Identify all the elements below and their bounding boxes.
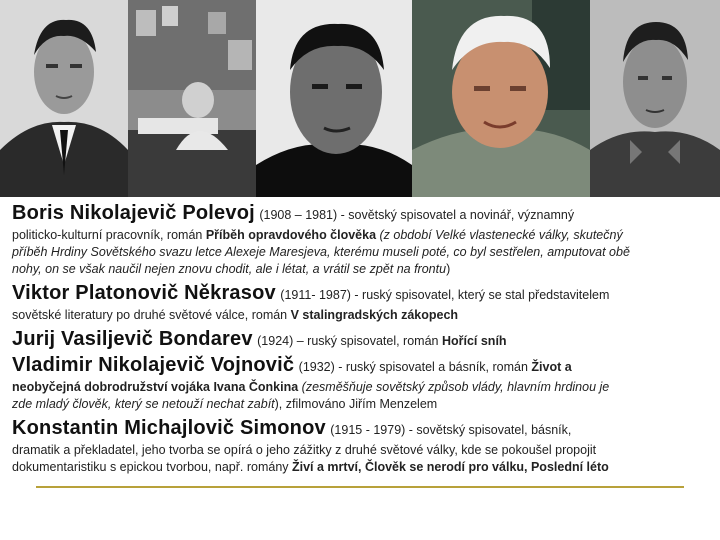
writer-name: Vladimir Nikolajevič Vojnovič [12,354,295,376]
portrait-photo-5 [590,0,720,197]
writer-desc: dokumentaristiku s epickou tvorbou, např. romány [12,460,292,474]
novel-note: příběh Hrdiny Sovětského svazu letce Alexeje Maresjeva, kterému museli poté, co byl sestřelen, amputovat obě [12,245,630,259]
portrait-strip [0,0,720,197]
novel-title: Hořící sníh [441,334,507,348]
writer-name: Boris Nikolajevič Polevoj [12,202,255,224]
writer-desc: sovětské literatury po druhé světové válce, román [12,308,291,322]
writer-name: Konstantin Michajlovič Simonov [12,417,326,439]
novel-note: zde mladý člověk, který se netouží nechat zabít [12,397,275,411]
novel-note: (zesměšňuje sovětský způsob vlády, hlavním hrdinou je [298,380,610,394]
portrait-photo-3 [256,0,412,197]
writer-years: (1924) [257,334,294,348]
novel-title: V stalingradských zákopech [290,308,459,322]
novel-title: neobyčejná dobrodružství vojáka Ivana Čonkina [12,380,299,394]
writer-desc: dramatik a překladatel, jeho tvorba se opírá o jeho zážitky z druhé světové války, kde se pokoušel propojit [12,443,597,457]
entry-nekrasov [12,281,712,324]
writer-years: (1911- 1987) [280,288,351,302]
writer-years: (1908 – 1981) [259,208,338,222]
writer-desc: - sovětský spisovatel, básník, [405,423,572,437]
writer-desc: - ruský spisovatel a básník, román [334,360,532,374]
writer-desc: politicko-kulturní pracovník, román [12,228,206,242]
entry-simonov [12,416,712,476]
entry-vojnovic [12,353,712,413]
novel-title: Živí a mrtví, Člověk se nerodí pro válku, Poslední léto [292,460,609,474]
writer-desc: ), zfilmováno Jiřím Menzelem [274,397,438,411]
portrait-photo-2 [128,0,256,197]
writer-years: (1932) [298,360,335,374]
writers-list [12,201,712,476]
writer-desc: - ruský spisovatel, který se stal představitelem [350,288,610,302]
entry-bondarev [12,327,712,353]
portrait-photo-4 [412,0,590,197]
novel-note: nohy, on se však naučil nejen znovu chodit, ale i létat, a vrátil se zpět na frontu [12,262,447,276]
novel-title: Život a [531,360,572,374]
divider-line [36,486,684,488]
novel-note-end: ) [446,262,451,276]
writer-years: (1915 - 1979) [330,423,406,437]
novel-title: Příběh opravdového člověka [205,228,377,242]
writer-desc: - sovětský spisovatel a novinář, významný [337,208,575,222]
novel-note: (z období Velké vlastenecké války, skutečný [376,228,623,242]
writer-name: Jurij Vasiljevič Bondarev [12,328,253,350]
entry-polevoj [12,201,712,278]
writer-name: Viktor Platonovič Někrasov [12,282,276,304]
portrait-photo-1 [0,0,128,197]
writer-desc: – ruský spisovatel, román [293,334,442,348]
